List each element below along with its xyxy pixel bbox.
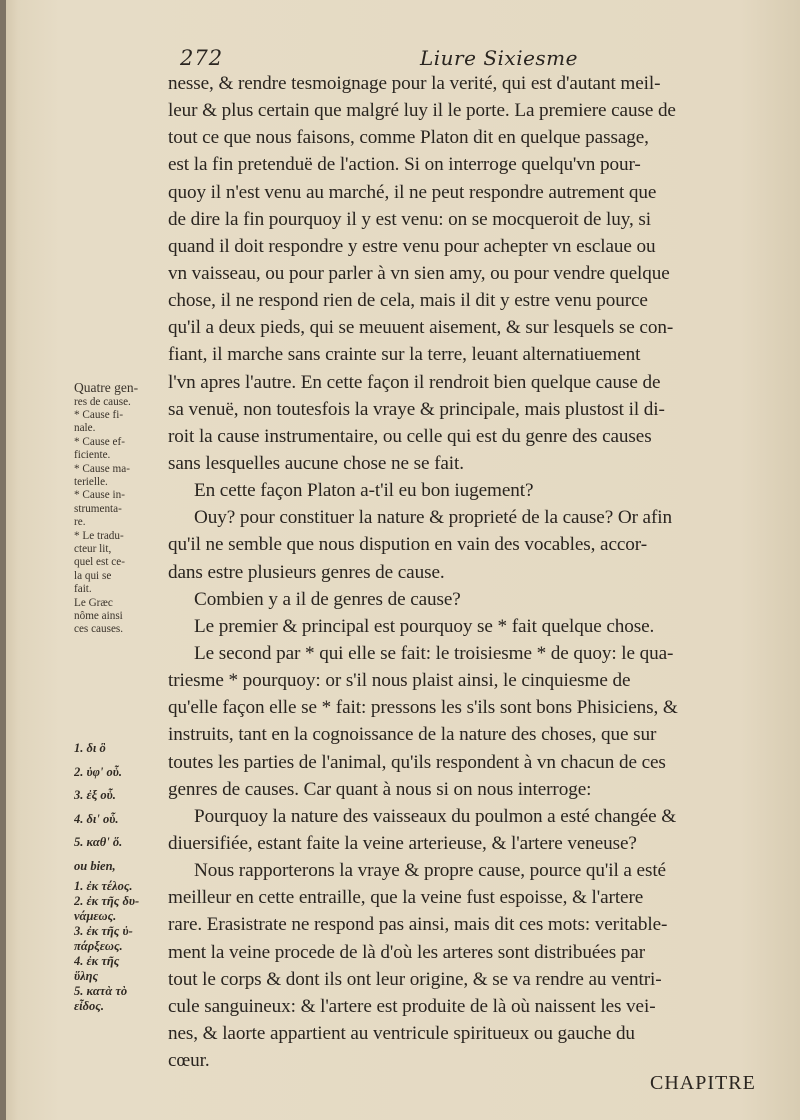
page-number: 272: [180, 46, 224, 70]
margin-note-line: Le Græc: [74, 596, 113, 609]
text-line: Ouy? pour constituer la nature & proprieté de la cause? Or afin: [194, 507, 672, 529]
text-line: Nous rapporterons la vraye & propre cause, pource qu'il a esté: [194, 860, 666, 882]
text-line: ment la veine procede de là d'où les arteres sont distribuées par: [168, 941, 646, 963]
greek-note-line: πάρξεως.: [74, 938, 123, 953]
margin-notes: [74, 380, 166, 637]
text-line: quand il doit respondre y estre venu pour achepter vn esclaue ou: [168, 235, 656, 257]
margin-note-line: ces causes.: [74, 623, 124, 636]
text-line: leur & plus certain que malgré luy il le porte. La premiere cause de: [168, 100, 676, 122]
text-line: cule sanguineux: & l'artere est produite de là où naissent les vei-: [168, 995, 656, 1017]
margin-note-line: ficiente.: [74, 449, 111, 462]
text-line: diuersifiée, estant faite la veine arterieuse, & l'artere veneuse?: [168, 832, 637, 854]
margin-note-line: * Cause in-: [74, 489, 125, 502]
margin-note-line: strumenta-: [74, 502, 122, 515]
margin-note-line: * Le tradu-: [74, 529, 124, 542]
greek-note-line: 5. καθ' ὅ.: [74, 835, 123, 850]
greek-margin-notes: [74, 737, 166, 1014]
text-line: rare. Erasistrate ne respond pas ainsi, mais dit ces mots: veritable-: [168, 914, 668, 936]
greek-note-line: ou bien,: [74, 858, 116, 873]
text-line: est la fin pretenduë de l'action. Si on interroge quelqu'vn pour-: [168, 154, 641, 176]
text-line: Le premier & principal est pourquoy se * fait quelque chose.: [194, 615, 655, 637]
text-line: fiant, il marche sans crainte sur la terre, leuant alternatiuement: [168, 344, 641, 366]
margin-note-line: terielle.: [74, 475, 108, 488]
margin-note-line: nôme ainsi: [74, 610, 123, 622]
text-line: chose, il ne respond rien de cela, mais il dit y estre venu pource: [168, 290, 648, 312]
text-line: meilleur en cette entraille, que la veine fust espoisse, & l'artere: [168, 887, 644, 909]
greek-note-line: 5. κατὰ τὸ: [74, 983, 128, 998]
text-line: triesme * pourquoy: or s'il nous plaist ainsi, le cinquiesme de: [168, 670, 631, 692]
text-line: vn vaisseau, ou pour parler à vn sien amy, ou pour vendre quelque: [168, 262, 670, 284]
main-text-block: [168, 70, 790, 1074]
greek-note-line: 3. ἐξ οὗ.: [74, 788, 116, 803]
greek-note-line: εἶδος.: [74, 998, 104, 1013]
text-line: nes, & laorte appartient au ventricule spiritueux ou gauche du: [168, 1022, 635, 1044]
text-line: qu'il a deux pieds, qui se meuuent aisement, & sur lesquels se con-: [168, 317, 674, 339]
greek-note-line: 1. δι ὃ: [74, 741, 106, 755]
text-line: l'vn apres l'autre. En cette façon il rendroit bien quelque cause de: [168, 371, 661, 393]
text-line: nesse, & rendre tesmoignage pour la verité, qui est d'autant meil-: [168, 73, 661, 94]
binding-gutter: [0, 0, 6, 1120]
margin-note-line: nale.: [74, 422, 96, 435]
margin-note-line: res de cause.: [74, 395, 131, 408]
text-line: tout ce que nous faisons, comme Platon dit en quelque passage,: [168, 127, 649, 149]
text-line: quoy il n'est venu au marché, il ne peut respondre autrement que: [168, 181, 657, 203]
text-line: Pourquoy la nature des vaisseaux du poulmon a esté changée &: [194, 805, 677, 827]
catchword: CHAPITRE: [650, 1072, 756, 1094]
greek-note-line: 2. ὑφ' οὗ.: [74, 764, 123, 779]
text-line: de dire la fin pourquoy il y est venu: on se mocqueroit de luy, si: [168, 208, 651, 230]
greek-note-line: 3. ἐκ τῆς ὑ-: [74, 923, 133, 938]
text-line: roit la cause instrumentaire, ou celle qui est du genre des causes: [168, 425, 652, 447]
margin-note-line: * Cause fi-: [74, 408, 124, 421]
margin-note-line: re.: [74, 516, 86, 529]
running-title: Liure Sixiesme: [420, 46, 578, 70]
margin-note-line: fait.: [74, 583, 92, 596]
greek-note-line: 4. ἐκ τῆς: [74, 953, 120, 968]
margin-note-line: quel est ce-: [74, 556, 125, 569]
text-line: En cette façon Platon a-t'il eu bon iugement?: [194, 480, 534, 502]
text-line: qu'il ne semble que nous dispution en vain des vocables, accor-: [168, 534, 647, 556]
text-line: dans estre plusieurs genres de cause.: [168, 561, 445, 583]
margin-note-line: * Cause ma-: [74, 462, 130, 475]
text-line: cœur.: [168, 1050, 210, 1072]
margin-note-line: cteur lit,: [74, 542, 112, 555]
text-line: toutes les parties de l'animal, qu'ils respondent à vn chacun de ces: [168, 751, 666, 773]
text-line: instruits, tant en la cognoissance de la nature des choses, que sur: [168, 724, 657, 746]
margin-note-line: la qui se: [74, 569, 112, 582]
text-line: Combien y a il de genres de cause?: [194, 588, 461, 610]
text-line: sans lesquelles aucune chose ne se fait.: [168, 452, 464, 474]
margin-note-line: * Cause ef-: [74, 435, 125, 448]
text-line: qu'elle façon elle se * fait: pressons les s'ils sont bons Phisiciens, &: [168, 697, 678, 719]
greek-note-line: ὕλης: [74, 968, 99, 983]
text-line: sa venuë, non toutesfois la vraye & principale, mais plustost il di-: [168, 398, 665, 420]
greek-note-line: 4. δι' οὗ.: [74, 811, 119, 826]
greek-note-line: νάμεως.: [74, 908, 117, 923]
margin-note-line: Quatre gen-: [74, 380, 139, 395]
text-line: Le second par * qui elle se fait: le troisiesme * de quoy: le qua-: [194, 642, 674, 664]
greek-note-line: 2. ἐκ τῆς δυ-: [74, 893, 140, 908]
greek-note-line: 1. ἐκ τέλος.: [74, 878, 133, 893]
text-line: genres de causes. Car quant à nous si on nous interroge:: [168, 778, 592, 800]
text-line: tout le corps & dont ils ont leur origine, & se va rendre au ventri-: [168, 968, 662, 990]
